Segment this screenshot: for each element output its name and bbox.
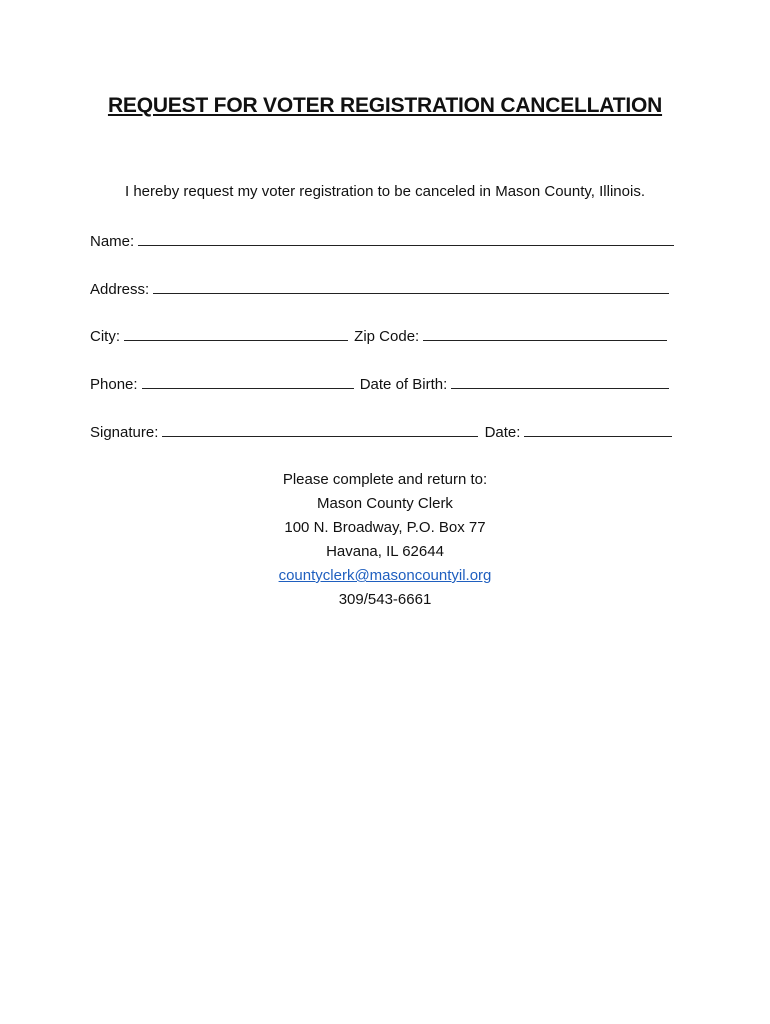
dob-label: Date of Birth: <box>359 376 448 393</box>
signature-label: Signature: <box>90 424 159 441</box>
return-address-block <box>0 468 770 612</box>
form-title: REQUEST FOR VOTER REGISTRATION CANCELLATION <box>107 94 663 117</box>
city-zip-row <box>90 326 682 345</box>
clerk-email-link[interactable]: countyclerk@masoncountyil.org <box>278 567 492 584</box>
signature-blank[interactable] <box>162 422 478 437</box>
address-row <box>90 279 682 298</box>
name-row <box>90 231 682 250</box>
return-heading: Please complete and return to: <box>282 471 488 488</box>
phone-dob-row <box>90 374 682 393</box>
clerk-city-state-zip: Havana, IL 62644 <box>326 543 444 560</box>
name-label: Name: <box>90 233 135 250</box>
date-label: Date: <box>484 424 521 441</box>
signature-date-row <box>90 422 682 441</box>
city-label: City: <box>90 328 120 345</box>
phone-label: Phone: <box>90 376 138 393</box>
clerk-street: 100 N. Broadway, P.O. Box 77 <box>284 519 486 536</box>
form-intro: I hereby request my voter registration to be canceled in Mason County, Illinois. <box>125 183 645 200</box>
clerk-phone: 309/543-6661 <box>338 591 432 608</box>
city-blank[interactable] <box>124 326 348 341</box>
dob-blank[interactable] <box>451 374 669 389</box>
address-label: Address: <box>90 281 150 298</box>
zip-blank[interactable] <box>423 326 667 341</box>
address-blank[interactable] <box>153 279 669 294</box>
zip-label: Zip Code: <box>354 328 420 345</box>
clerk-office: Mason County Clerk <box>317 495 453 512</box>
name-blank[interactable] <box>138 231 674 246</box>
date-blank[interactable] <box>524 422 672 437</box>
phone-blank[interactable] <box>142 374 354 389</box>
